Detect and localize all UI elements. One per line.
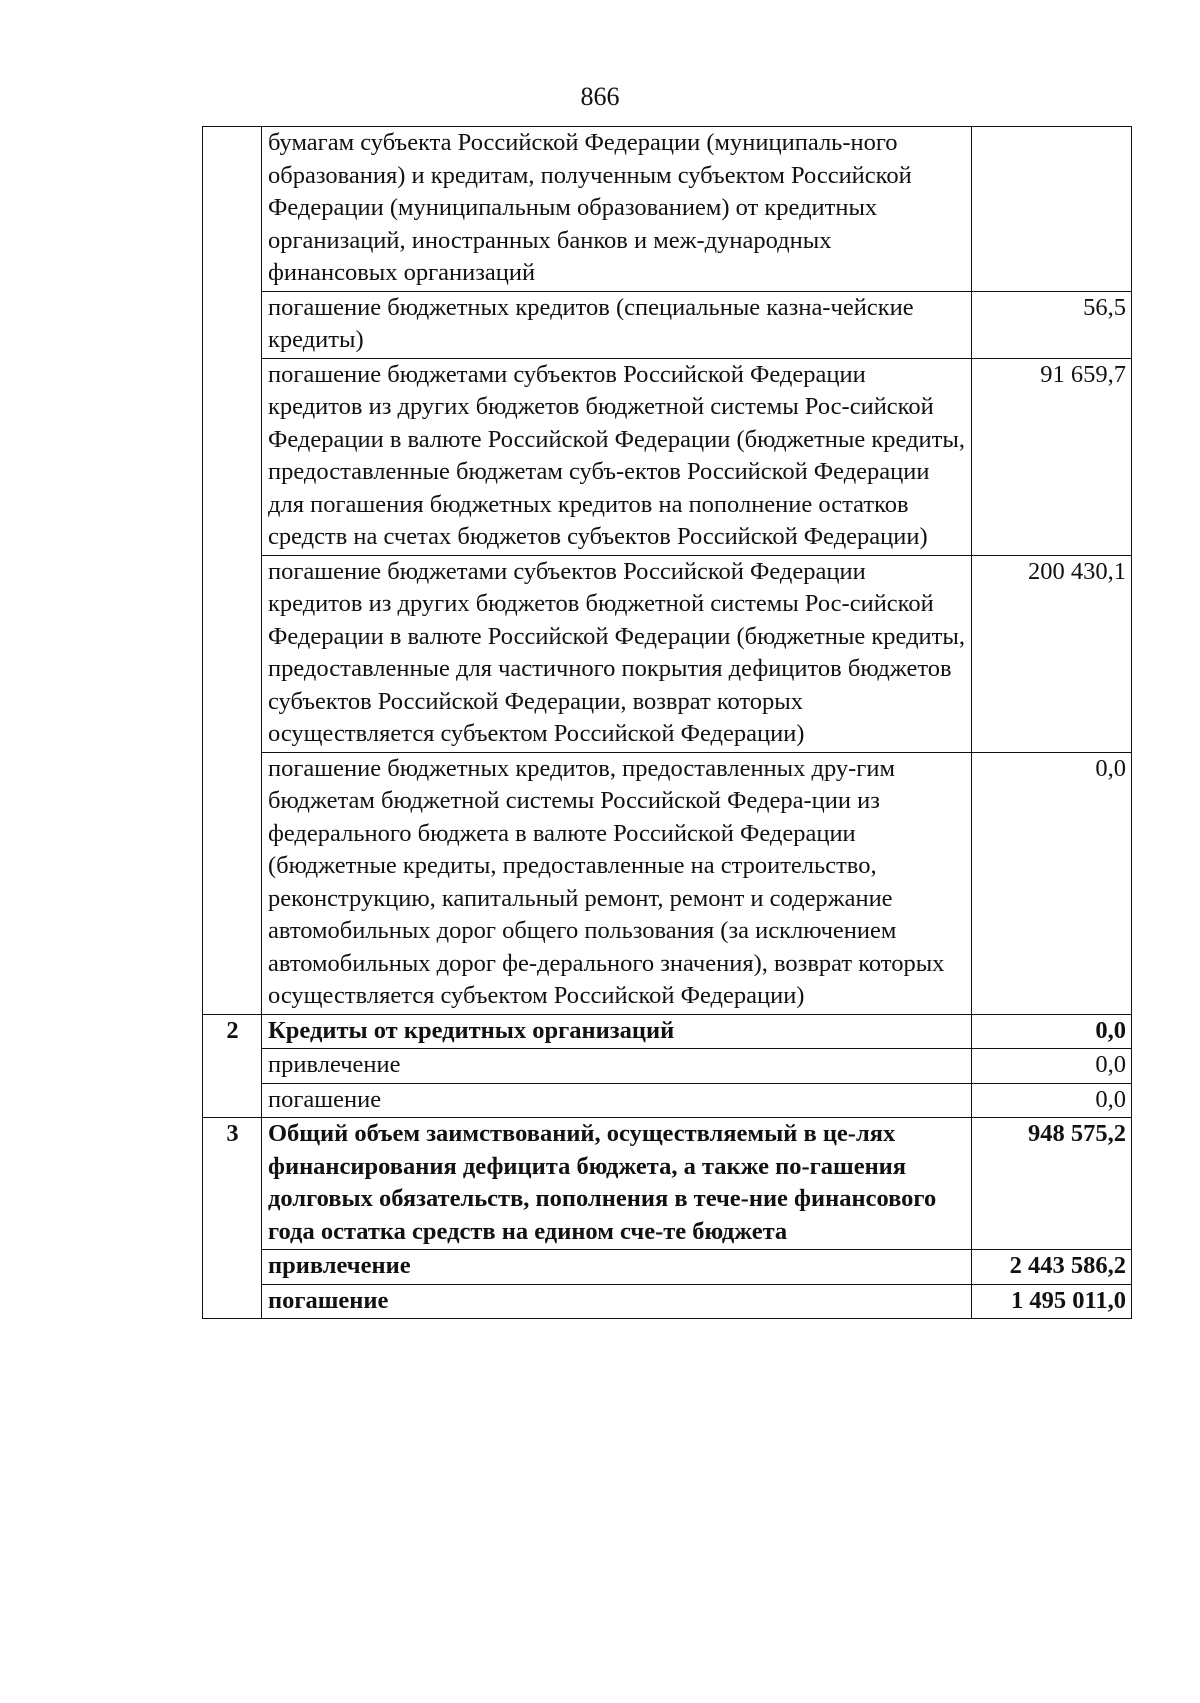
row-description: погашение бюджетных кредитов (специальные казна-чейские кредиты)	[262, 291, 972, 358]
table-row	[203, 1083, 1132, 1118]
row-value: 91 659,7	[972, 358, 1132, 555]
row-description: погашение	[262, 1284, 972, 1319]
row-description: бумагам субъекта Российской Федерации (муниципаль-ного образования) и кредитам, полученным субъектом Российской Федерации (муниципальным образованием) от кредитных организаций, иностранных банков и меж-дународных финансовых организаций	[262, 127, 972, 292]
table-row	[203, 555, 1132, 752]
row-description: привлечение	[262, 1049, 972, 1084]
row-value: 200 430,1	[972, 555, 1132, 752]
row-description: погашение бюджетами субъектов Российской Федерации кредитов из других бюджетов бюджетной системы Рос-сийской Федерации в валюте Российской Федерации (бюджетные кредиты, предоставленные бюджетам субъ-ектов Российской Федерации для погашения бюджетных кредитов на пополнение остатков средств на счетах бюджетов субъектов Российской Федерации)	[262, 358, 972, 555]
row-number-cell	[203, 127, 262, 1015]
row-value	[972, 127, 1132, 292]
row-description: погашение бюджетных кредитов, предоставленных дру-гим бюджетам бюджетной системы Российской Федера-ции из федерального бюджета в валюте Российской Федерации (бюджетные кредиты, предоставленные на строительство, реконструкцию, капитальный ремонт, ремонт и содержание автомобильных дорог общего пользования (за исключением автомобильных дорог фе-дерального значения), возврат которых осуществляется субъектом Российской Федерации)	[262, 752, 972, 1014]
table-row	[203, 1049, 1132, 1084]
row-value: 0,0	[972, 752, 1132, 1014]
page-number: 866	[580, 82, 620, 111]
row-number-cell: 3	[203, 1118, 262, 1319]
row-value: 2 443 586,2	[972, 1250, 1132, 1285]
section-title: Кредиты от кредитных организаций	[262, 1014, 972, 1049]
row-value: 56,5	[972, 291, 1132, 358]
row-description: погашение	[262, 1083, 972, 1118]
row-number-cell: 2	[203, 1014, 262, 1118]
table-row	[203, 1118, 1132, 1250]
table-row	[203, 1284, 1132, 1319]
section-value: 0,0	[972, 1014, 1132, 1049]
row-description: привлечение	[262, 1250, 972, 1285]
table-row	[203, 1250, 1132, 1285]
budget-borrowings-table	[202, 126, 1132, 1319]
table-row	[203, 1014, 1132, 1049]
row-value: 1 495 011,0	[972, 1284, 1132, 1319]
row-value: 0,0	[972, 1049, 1132, 1084]
table-row	[203, 358, 1132, 555]
row-value: 0,0	[972, 1083, 1132, 1118]
table-row	[203, 127, 1132, 292]
section-title: Общий объем заимствований, осуществляемый в це-лях финансирования дефицита бюджета, а также по-гашения долговых обязательств, пополнения в тече-ние финансового года остатка средств на едином сче-те бюджета	[262, 1118, 972, 1250]
table-row	[203, 291, 1132, 358]
row-description: погашение бюджетами субъектов Российской Федерации кредитов из других бюджетов бюджетной системы Рос-сийской Федерации в валюте Российской Федерации (бюджетные кредиты, предоставленные для частичного покрытия дефицитов бюджетов субъектов Российской Федерации, возврат которых осуществляется субъектом Российской Федерации)	[262, 555, 972, 752]
section-value: 948 575,2	[972, 1118, 1132, 1250]
table-row	[203, 752, 1132, 1014]
